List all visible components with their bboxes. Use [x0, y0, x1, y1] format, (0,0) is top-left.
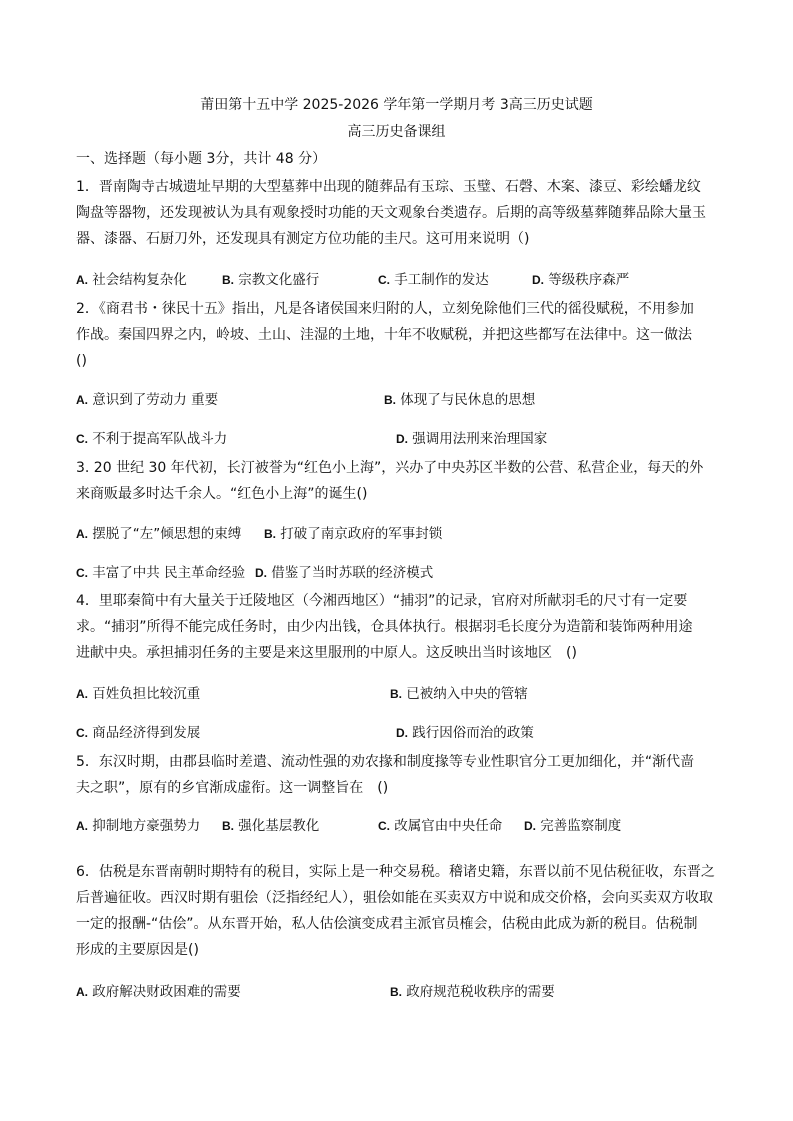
option-d: D. 等级秩序森严 — [532, 272, 630, 288]
option-a: A. 抑制地方豪强势力 — [76, 818, 201, 834]
question-line: 3. 20 世纪 30 年代初，长汀被誉为“红色小上海”，兴办了中央苏区半数的公营、私营企业，每天的外 — [76, 460, 704, 476]
question-5 — [76, 749, 720, 801]
option-b: B. 强化基层教化 — [222, 818, 320, 834]
option-a: A. 百姓负担比较沉重 — [76, 686, 201, 702]
option-c: C. 改属官由中央任命 — [378, 818, 503, 834]
question-4 — [76, 588, 720, 666]
question-line: 来商贩最多时达千余人。“红色小上海”的诞生() — [76, 486, 368, 502]
option-d: D. 完善监察制度 — [524, 818, 622, 834]
question-line: 求。“捕羽”所得不能完成任务时，由少内出钱，仓具体执行。根据羽毛长度分为造箭和装饰两种用途 — [76, 619, 693, 635]
section-heading: 一、选择题（每小题 3分，共计 48 分） — [76, 151, 327, 167]
option-b: B. 打破了南京政府的军事封锁 — [264, 526, 443, 542]
option-c: C. 手工制作的发达 — [378, 272, 489, 288]
option-b: B. 已被纳入中央的管辖 — [390, 686, 528, 702]
option-b: B. 政府规范税收秩序的需要 — [390, 984, 555, 1000]
option-c: C. 丰富了中共 民主革命经验 — [76, 565, 246, 581]
option-d: D. 借鉴了当时苏联的经济模式 — [255, 565, 434, 581]
option-c: C. 商品经济得到发展 — [76, 725, 201, 741]
question-line: () — [76, 353, 87, 369]
question-2 — [76, 296, 720, 374]
question-6 — [76, 859, 720, 963]
question-line: 作战。秦国四界之内，岭坡、土山、洼湿的土地，十年不收赋税，并把这些都写在法律中。这一做法 — [76, 327, 692, 343]
question-3 — [76, 455, 720, 507]
question-line: 夫之职”，原有的乡官渐成虚衔。这一调整旨在 () — [76, 780, 389, 796]
question-line: 进献中央。承担捕羽任务的主要是来这里服刑的中原人。这反映出当时该地区 () — [76, 645, 577, 661]
question-line: 陶盘等器物，还发现被认为具有观象授时功能的天文观象台类遗存。后期的高等级墓葬随葬品除大量玉 — [76, 205, 706, 221]
page-subtitle: 高三历史备课组 — [347, 124, 446, 140]
option-b: B. 体现了与民休息的思想 — [384, 392, 536, 408]
question-line: 6．估税是东晋南朝时期特有的税目，实际上是一种交易税。稽诸史籍，东晋以前不见估税征收，东晋之 — [76, 864, 715, 880]
question-line: 一定的报酬-“估侩”。从东晋开始，私人估侩演变成君主派官员榷会，估税由此成为新的税目。估税制 — [76, 916, 698, 932]
question-1 — [76, 174, 720, 252]
page-title: 莆田第十五中学 2025-2026 学年第一学期月考 3高三历史试题 — [200, 97, 593, 113]
question-line: 1．晋南陶寺古城遗址早期的大型墓葬中出现的随葬品有玉琮、玉璧、石磬、木案、漆豆、彩绘蟠龙纹 — [76, 179, 701, 195]
option-a: A. 意识到了劳动力 重要 — [76, 392, 219, 408]
option-a: A. 摆脱了“左”倾思想的束缚 — [76, 526, 242, 542]
question-line: 2．《商君书・徕民十五》指出，凡是各诸侯国来归附的人，立刻免除他们三代的徭役赋税，不用参加 — [76, 301, 694, 317]
option-a: A. 政府解决财政困难的需要 — [76, 984, 241, 1000]
question-line: 后普遍征收。西汉时期有驵侩（泛指经纪人），驵侩如能在买卖双方中说和成交价格，会向买卖双方收取 — [76, 890, 713, 906]
question-line: 器、漆器、石厨刀外，还发现具有测定方位功能的圭尺。这可用来说明（) — [76, 231, 530, 247]
question-line: 5．东汉时期，由郡县临时差遣、流动性强的劝农掾和制度掾等专业性职官分工更加细化，并“渐代啬 — [76, 754, 695, 770]
option-a: A. 社会结构复杂化 — [76, 272, 187, 288]
option-d: D. 践行因俗而治的政策 — [396, 725, 534, 741]
option-c: C. 不利于提高军队战斗力 — [76, 431, 228, 447]
question-line: 形成的主要原因是() — [76, 942, 199, 958]
option-d: D. 强调用法刑来治理国家 — [396, 431, 548, 447]
question-line: 4．里耶秦简中有大量关于迁陵地区（今湘西地区）“捕羽”的记录，官府对所献羽毛的尺寸有一定要 — [76, 593, 688, 609]
option-b: B. 宗教文化盛行 — [222, 272, 320, 288]
